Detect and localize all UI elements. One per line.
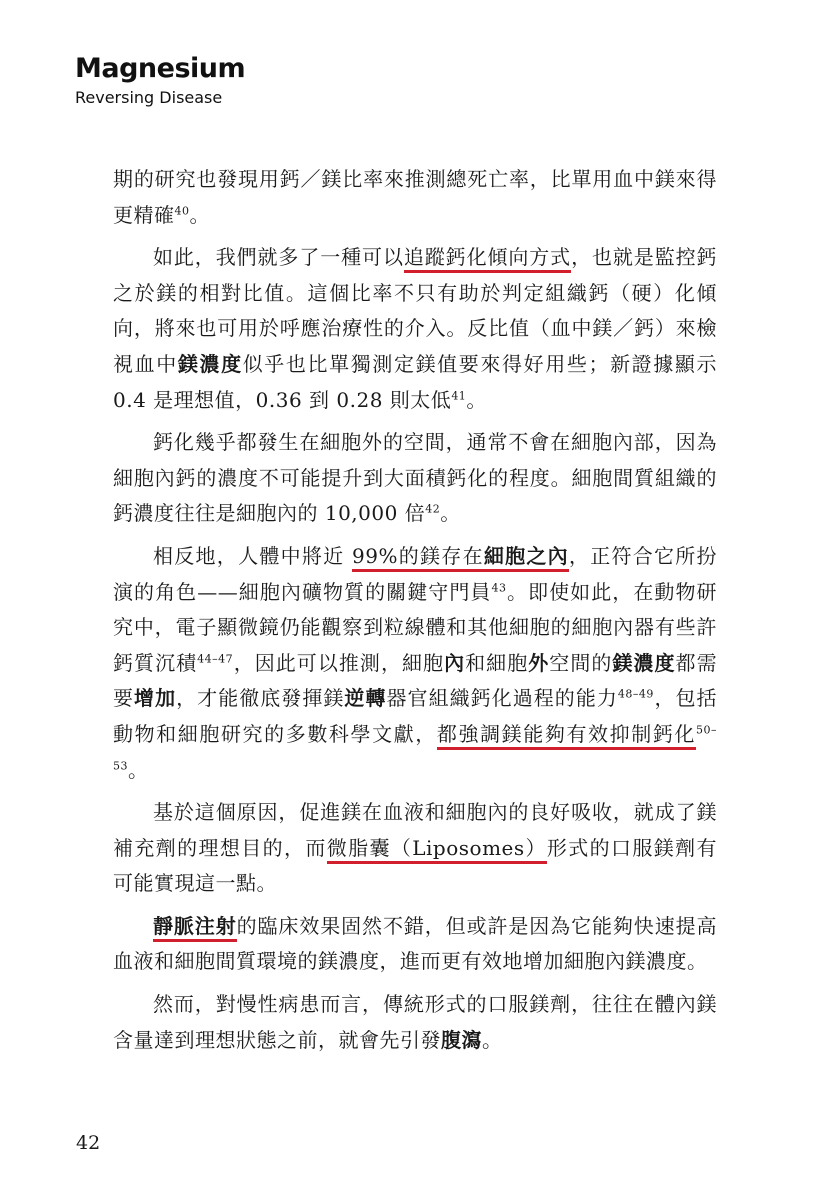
text-run: 都需要 <box>113 650 718 711</box>
bold-phrase: 內 <box>444 650 466 675</box>
paragraph <box>113 987 717 1058</box>
text-run: ，包括動物和細胞研究的多數科學文獻， <box>113 686 718 746</box>
citation-superscript: 43 <box>491 580 507 594</box>
underlined-phrase: 微脂囊（Liposomes） <box>327 836 547 864</box>
citation-superscript: 41 <box>451 388 467 402</box>
underlined-bold-phrase: 細胞之內 <box>484 544 569 572</box>
text-run: ，因此可以推測，細胞 <box>233 650 445 675</box>
bold-phrase: 腹瀉 <box>441 1027 482 1052</box>
text-run: 和細胞 <box>465 650 529 675</box>
text-run: 形式的口服鎂劑有可能實現這一點。 <box>113 835 718 896</box>
underlined-bold-phrase: 靜脈注射 <box>153 914 237 942</box>
paragraph <box>113 909 717 980</box>
text-run: 。 <box>189 202 210 227</box>
citation-superscript: 44–47 <box>197 652 234 666</box>
text-run: 。 <box>482 1027 503 1052</box>
text-run: 的臨床效果固然不錯，但或許是因為它能夠快速提高血液和細胞間質環境的鎂濃度，進而更有效地增加細胞內鎂濃度。 <box>113 913 718 974</box>
text-run: 如此，我們就多了一種可以 <box>153 245 404 270</box>
underlined-phrase: 99%的鎂存在 <box>352 544 484 572</box>
book-title: Magnesium <box>75 53 246 84</box>
text-run: 。 <box>128 757 149 782</box>
text-run: 期的研究也發現用鈣／鎂比率來推測總死亡率，比單用血中鎂來得更精確 <box>113 167 717 227</box>
paragraph <box>113 240 717 418</box>
text-run: 。 <box>440 501 461 526</box>
text-run: 相反地，人體中將近 <box>153 543 353 568</box>
citation-superscript: 50–53 <box>113 723 718 772</box>
text-run: 基於這個原因，促進鎂在血液和細胞內的良好吸收，就成了鎂補充劑的理想目的，而 <box>113 800 717 860</box>
book-subtitle: Reversing Disease <box>75 88 223 107</box>
text-run: 空間的 <box>549 650 613 675</box>
citation-superscript: 48–49 <box>617 687 654 701</box>
text-run: ，正符合它所扮演的角色——細胞內礦物質的關鍵守門員 <box>113 543 718 604</box>
paragraph <box>113 162 717 233</box>
text-run: 鈣化幾乎都發生在細胞外的空間，通常不會在細胞內部，因為細胞內鈣的濃度不可能提升到大面積鈣化的程度。細胞間質組織的鈣濃度往往是細胞內的 10,000 倍 <box>113 430 717 526</box>
bold-phrase: 逆轉 <box>344 686 387 711</box>
underlined-phrase: 追蹤鈣化傾向方式 <box>404 245 571 273</box>
text-run: ，也就是監控鈣之於鎂的相對比值。這個比率不只有助於判定組織鈣（硬）化傾向，將來也可用於呼應治療性的介入。反比值（血中鎂／鈣）來檢視血中 <box>113 245 718 376</box>
underlined-phrase: 都強調鎂能夠有效抑制鈣化 <box>437 722 696 750</box>
text-run: 。 <box>466 387 487 412</box>
text-run: 。即使如此，在動物研究中，電子顯微鏡仍能觀察到粒線體和其他細胞的細胞內器有些許鈣質沉積 <box>113 579 718 675</box>
paragraph <box>113 795 717 902</box>
paragraph <box>113 425 717 532</box>
paragraph <box>113 539 717 788</box>
citation-superscript: 42 <box>425 502 441 516</box>
body-text <box>113 162 717 1065</box>
text-run: 器官組織鈣化過程的能力 <box>386 686 618 711</box>
bold-phrase: 增加 <box>134 686 177 711</box>
page-number: 42 <box>76 1132 101 1154</box>
running-header <box>75 52 245 108</box>
bold-phrase: 鎂濃度 <box>177 351 243 376</box>
citation-superscript: 40 <box>174 203 190 217</box>
text-run: 似乎也比單獨測定鎂值要來得好用些；新證據顯示 0.4 是理想值，0.36 到 0.28 則太低 <box>113 351 718 412</box>
text-run: 然而，對慢性病患而言，傳統形式的口服鎂劑，往往在體內鎂含量達到理想狀態之前，就會先引發 <box>113 992 717 1052</box>
bold-phrase: 外 <box>528 650 550 675</box>
text-run: ，才能徹底發揮鎂 <box>176 686 345 711</box>
bold-phrase: 鎂濃度 <box>612 650 676 675</box>
